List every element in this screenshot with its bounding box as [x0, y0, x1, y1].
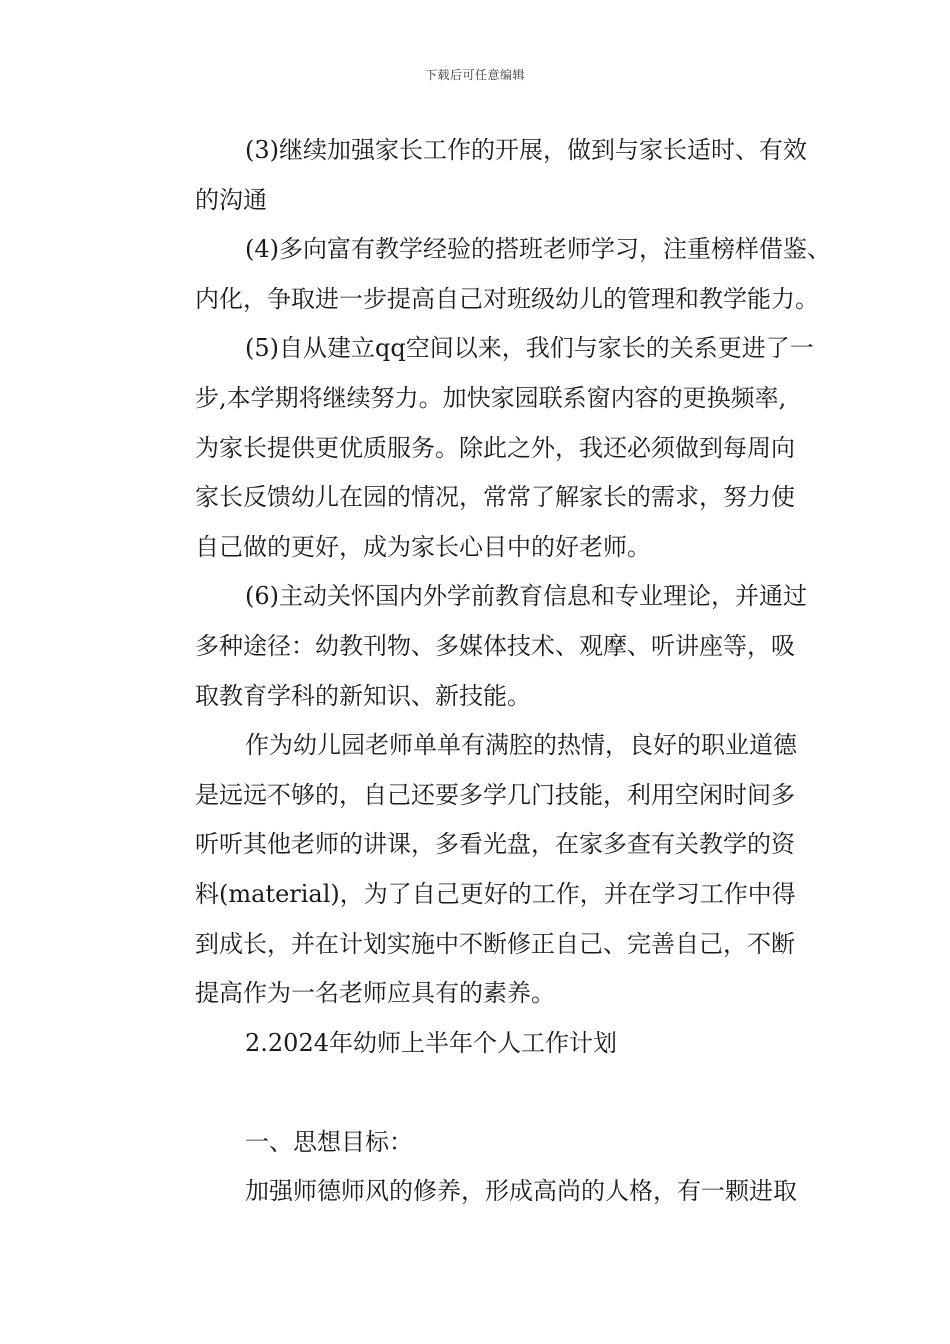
text-line: (6)主动关怀国内外学前教育信息和专业理论，并通过 — [245, 582, 807, 611]
paragraph-summary — [145, 721, 825, 1019]
document-body — [145, 126, 831, 1217]
paragraph-item-6 — [145, 572, 825, 721]
paragraph-goal — [145, 1167, 825, 1217]
paragraph-item-3 — [145, 126, 825, 225]
section-heading — [145, 1019, 825, 1069]
text-line: 家长反馈幼儿在园的情况，常常了解家长的需求，努力使 — [195, 483, 795, 512]
text-line: (3)继续加强家长工作的开展，做到与家长适时、有效 — [245, 136, 807, 164]
text-line: 自己做的更好，成为家长心目中的好老师。 — [195, 532, 651, 561]
text-line: 是远远不够的，自己还要多学几门技能，利用空闲时间多 — [195, 780, 795, 809]
subsection-heading — [145, 1118, 825, 1168]
text-line: (5)自从建立qq空间以来，我们与家长的关系更进了一 — [245, 334, 814, 363]
text-line: 多种途径：幼教刊物、多媒体技术、观摩、听讲座等，吸 — [195, 631, 795, 660]
text-line: 的沟通 — [195, 185, 267, 214]
text-line: 内化，争取进一步提高自己对班级幼儿的管理和教学能力。 — [195, 284, 819, 313]
paragraph-item-4 — [145, 225, 831, 324]
text-line: 料(material)，为了自己更好的工作，并在学习工作中得 — [195, 879, 796, 908]
heading-line: 一、思想目标： — [245, 1127, 413, 1156]
text-line: 步,本学期将继续努力。加快家园联系窗内容的更换频率, — [195, 383, 787, 412]
text-line: 为家长提供更优质服务。除此之外，我还必须做到每周向 — [195, 433, 795, 462]
paragraph-item-5 — [145, 324, 825, 572]
text-line: 加强师德师风的修养，形成高尚的人格，有一颗进取 — [245, 1177, 797, 1206]
text-line: (4)多向富有教学经验的搭班老师学习，注重榜样借鉴、 — [245, 235, 831, 264]
text-line: 作为幼儿园老师单单有满腔的热情，良好的职业道德 — [245, 731, 797, 760]
text-line: 提高作为一名老师应具有的素养。 — [195, 979, 555, 1008]
text-line: 取教育学科的新知识、新技能。 — [195, 681, 531, 710]
text-line: 到成长，并在计划实施中不断修正自己、完善自己，不断 — [195, 929, 795, 958]
heading-line: 2.2024年幼师上半年个人工作计划 — [245, 1028, 617, 1057]
header-note: 下载后可任意编辑 — [424, 68, 525, 82]
text-line: 听听其他老师的讲课，多看光盘，在家多查有关教学的资 — [195, 830, 795, 859]
